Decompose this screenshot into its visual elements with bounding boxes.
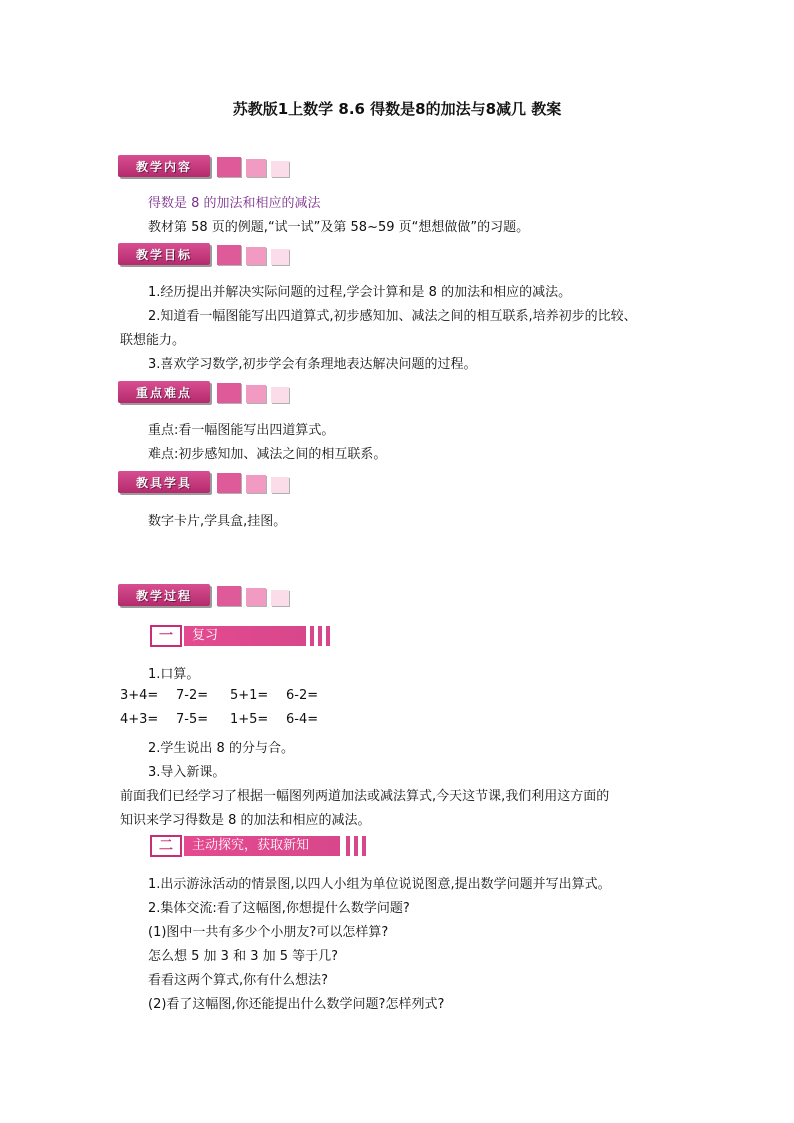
oral-calc: 4+3= xyxy=(120,712,159,727)
explore-line-4: 怎么想 5 加 3 和 3 加 5 等于几? xyxy=(148,949,339,964)
goal-3: 3.喜欢学习数学,初步学会有条理地表达解决问题的过程。 xyxy=(148,357,477,372)
oral-calc: 6-2= xyxy=(286,688,319,703)
decor-square xyxy=(246,247,266,265)
decor-stripe xyxy=(318,626,322,646)
decor-square xyxy=(271,161,289,177)
decor-square xyxy=(271,249,289,265)
section-label: 教学过程 xyxy=(135,589,192,603)
goal-2-cont: 联想能力。 xyxy=(120,333,186,348)
section-label: 重点难点 xyxy=(135,386,192,400)
review-step-2: 2.学生说出 8 的分与合。 xyxy=(148,741,294,756)
decor-stripe xyxy=(346,836,350,856)
oral-calc: 1+5= xyxy=(230,712,269,727)
section-header-keypoints xyxy=(118,381,298,405)
explore-line-5: 看看这两个算式,你有什么想法? xyxy=(148,973,329,988)
review-step-1: 1.口算。 xyxy=(148,667,200,682)
decor-square xyxy=(271,387,289,403)
intro-text: 前面我们已经学习了根据一幅图列两道加法或减法算式,今天这节课,我们利用这方面的 xyxy=(120,789,610,804)
key-point: 重点:看一幅图能写出四道算式。 xyxy=(148,423,335,438)
decor-square xyxy=(271,477,289,493)
decor-square xyxy=(246,475,266,493)
decor-square xyxy=(246,385,266,403)
subsection-number: 二 xyxy=(150,835,182,857)
decor-stripe xyxy=(354,836,358,856)
section-header-goals xyxy=(118,243,298,267)
section-label: 教具学具 xyxy=(135,476,192,490)
oral-calc: 5+1= xyxy=(230,688,269,703)
decor-stripe xyxy=(310,626,314,646)
section-header-process xyxy=(118,584,298,608)
review-step-3: 3.导入新课。 xyxy=(148,765,226,780)
subsection-label: 主动探究，获取新知 xyxy=(184,836,340,856)
oral-calc: 7-5= xyxy=(176,712,209,727)
difficult-point: 难点:初步感知加、减法之间的相互联系。 xyxy=(148,447,387,462)
decor-square xyxy=(217,157,241,177)
decor-square xyxy=(246,159,266,177)
content-topic: 得数是 8 的加法和相应的减法 xyxy=(148,196,321,211)
decor-square xyxy=(246,588,266,606)
section-header-content xyxy=(118,155,298,179)
oral-calc: 6-4= xyxy=(286,712,319,727)
decor-stripe xyxy=(362,836,366,856)
oral-calc: 3+4= xyxy=(120,688,159,703)
subsection-explore xyxy=(150,835,380,857)
goal-1: 1.经历提出并解决实际问题的过程,学会计算和是 8 的加法和相应的减法。 xyxy=(148,285,572,300)
subsection-label: 复习 xyxy=(184,626,306,646)
section-header-tools xyxy=(118,471,298,495)
tools-text: 数字卡片,学具盒,挂图。 xyxy=(148,514,287,529)
subsection-review xyxy=(150,625,340,647)
section-label: 教学目标 xyxy=(135,248,192,262)
oral-calc: 7-2= xyxy=(176,688,209,703)
explore-line-6: (2)看了这幅图,你还能提出什么数学问题?怎样列式? xyxy=(148,997,445,1012)
decor-square xyxy=(217,473,241,493)
decor-square xyxy=(271,590,289,606)
decor-stripe xyxy=(326,626,330,646)
decor-square xyxy=(217,586,241,606)
goal-2: 2.知道看一幅图能写出四道算式,初步感知加、减法之间的相互联系,培养初步的比较、 xyxy=(148,309,637,324)
page-title: 苏教版1上数学 8.6 得数是8的加法与8减几 教案 xyxy=(232,100,562,118)
explore-line-2: 2.集体交流:看了这幅图,你想提什么数学问题? xyxy=(148,901,410,916)
explore-line-3: (1)图中一共有多少个小朋友?可以怎样算? xyxy=(148,925,389,940)
explore-line-1: 1.出示游泳活动的情景图,以四人小组为单位说说图意,提出数学问题并写出算式。 xyxy=(148,877,611,892)
decor-square xyxy=(217,245,241,265)
intro-text-cont: 知识来学习得数是 8 的加法和相应的减法。 xyxy=(120,813,371,828)
subsection-number: 一 xyxy=(150,625,182,647)
content-pages: 教材第 58 页的例题,“试一试”及第 58~59 页“想想做做”的习题。 xyxy=(148,220,530,235)
decor-square xyxy=(217,383,241,403)
section-label: 教学内容 xyxy=(135,160,192,174)
